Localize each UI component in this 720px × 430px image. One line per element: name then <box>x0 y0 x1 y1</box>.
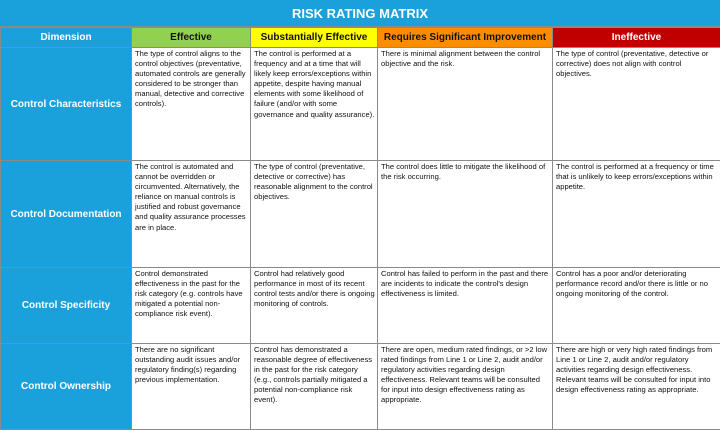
table-row <box>1 48 720 161</box>
table-row <box>1 161 720 268</box>
table-row <box>1 268 720 344</box>
cell-substantially-effective: Control had relatively good performance in most of its recent control tests and/or there is ongoing monitoring of controls. <box>251 268 378 344</box>
cell-ineffective: There are high or very high rated findings from Line 1 or Line 2, audit and/or regulatory activities regarding design effectiveness. Relevant teams will be consulted for input into design effectiveness rating as appropriate. <box>553 344 720 430</box>
cell-ineffective: Control has a poor and/or deteriorating performance record and/or there is little or no ongoing monitoring of the control. <box>553 268 720 344</box>
header-ineffective: Ineffective <box>553 28 720 48</box>
cell-substantially-effective: The type of control (preventative, detective or corrective) has reasonable alignment to the control objectives. <box>251 161 378 268</box>
table-row <box>1 344 720 430</box>
cell-ineffective: The control is performed at a frequency or time that is unlikely to keep errors/exceptions within appetite. <box>553 161 720 268</box>
header-requires-improvement: Requires Significant Improvement <box>378 28 553 48</box>
cell-requires-improvement: The control does little to mitigate the likelihood of the risk occurring. <box>378 161 553 268</box>
row-dimension: Control Documentation <box>1 161 132 268</box>
row-dimension: Control Specificity <box>1 268 132 344</box>
cell-requires-improvement: Control has failed to perform in the past and there are incidents to indicate the control's design effectiveness is limited. <box>378 268 553 344</box>
header-substantially-effective: Substantially Effective <box>251 28 378 48</box>
cell-ineffective: The type of control (preventative, detective or corrective) does not align with control objectives. <box>553 48 720 161</box>
cell-effective: The control is automated and cannot be overridden or circumvented. Alternatively, the reliance on manual controls is justified and robust governance and quality assurance processes are in place. <box>132 161 251 268</box>
matrix-title: RISK RATING MATRIX <box>0 0 720 27</box>
cell-requires-improvement: There is minimal alignment between the control objective and the risk. <box>378 48 553 161</box>
cell-substantially-effective: The control is performed at a frequency and at a time that will likely keep errors/exceptions within appetite, despite having manual elements with some likelihood of failure (and/or with some governance and quality assurance). <box>251 48 378 161</box>
cell-effective: Control demonstrated effectiveness in the past for the risk category (e.g. controls have mitigated a potential non-compliance risk event). <box>132 268 251 344</box>
row-dimension: Control Characteristics <box>1 48 132 161</box>
header-row <box>1 28 720 48</box>
cell-substantially-effective: Control has demonstrated a reasonable degree of effectiveness in the past for the risk category (e.g., controls partially mitigated a potential non-compliance risk event). <box>251 344 378 430</box>
matrix-table <box>0 27 720 430</box>
cell-requires-improvement: There are open, medium rated findings, or >2 low rated findings from Line 1 or Line 2, audit and/or regulatory activities regarding design effectiveness. Relevant teams will be consulted for input into design effectiveness rating as appropriate. <box>378 344 553 430</box>
row-dimension: Control Ownership <box>1 344 132 430</box>
cell-effective: There are no significant outstanding audit issues and/or regulatory finding(s) regarding previous implementation. <box>132 344 251 430</box>
header-effective: Effective <box>132 28 251 48</box>
cell-effective: The type of control aligns to the control objectives (preventative, automated controls are generally considered to be stronger than manual, detective and corrective controls). <box>132 48 251 161</box>
header-dimension: Dimension <box>1 28 132 48</box>
